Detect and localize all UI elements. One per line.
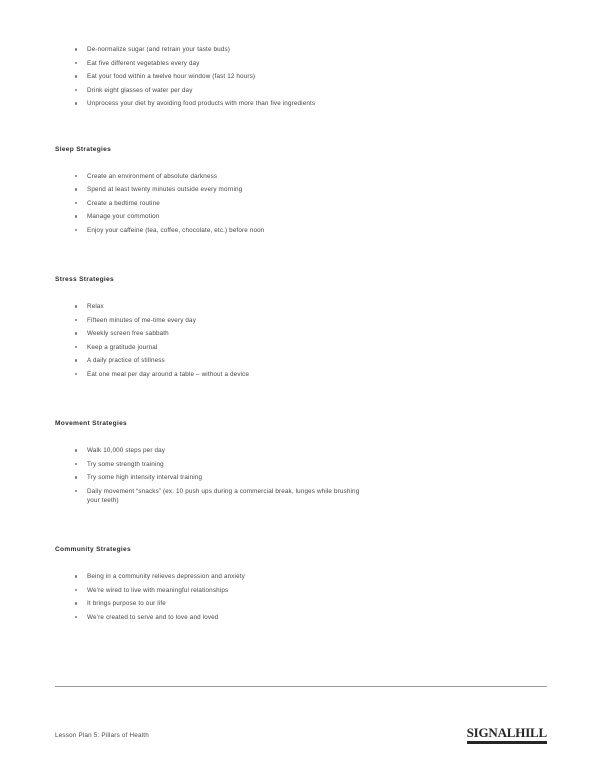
list-item-text: Daily movement “snacks” (ex. 10 push ups during a commercial break, lunges while brushing xyxy=(87,487,360,495)
section-community-strategies xyxy=(55,546,547,622)
list-item xyxy=(55,185,547,194)
page-footer xyxy=(55,726,547,750)
logo-underline xyxy=(467,741,547,744)
list-item xyxy=(55,99,547,108)
footer-lesson-label: Lesson Plan 5: Pillars of Health xyxy=(55,732,149,739)
list-item xyxy=(55,370,547,379)
list-item xyxy=(55,572,547,581)
list-item-text: Create a bedtime routine xyxy=(87,199,160,207)
list-item-text: Relax xyxy=(87,303,104,310)
list-item-text: Being in a community relieves depression and anxiety xyxy=(87,573,245,580)
section-heading: Sleep Strategies xyxy=(55,145,112,153)
footer-divider xyxy=(55,686,547,687)
list-item-text: Eat one meal per day around a table – without a device xyxy=(87,370,250,378)
list-item xyxy=(55,226,547,235)
list-item-text: It brings purpose to our life xyxy=(87,600,166,607)
list-item-text: A daily practice of stillness xyxy=(87,357,165,364)
list-item xyxy=(55,316,547,325)
list-item xyxy=(55,586,547,595)
list-item-text: We’re created to serve and to love and loved xyxy=(87,613,219,621)
list-item xyxy=(55,329,547,338)
list-item xyxy=(55,446,547,455)
section-bullet-list xyxy=(55,302,547,379)
list-item-text: Keep a gratitude journal xyxy=(87,343,158,351)
list-item xyxy=(55,356,547,365)
section-bullet-list xyxy=(55,446,547,505)
list-item-text-continued: your teeth) xyxy=(87,496,119,504)
list-item xyxy=(55,199,547,208)
top-bullet-list xyxy=(55,45,547,108)
logo-word-signal: SIGNAL xyxy=(466,725,516,740)
list-item xyxy=(55,613,547,622)
list-item-text: Unprocess your diet by avoiding food products with more than five ingredients xyxy=(87,100,316,107)
list-item xyxy=(55,487,547,505)
logo-wordmark xyxy=(467,726,547,740)
list-item-text: Drink eight glasses of water per day xyxy=(87,86,193,94)
list-item xyxy=(55,343,547,352)
list-item-text: Try some high intensity interval training xyxy=(87,474,203,481)
section-sleep-strategies xyxy=(55,146,547,235)
list-item-text: Spend at least twenty minutes outside every morning xyxy=(87,186,243,193)
list-item-text: We’re wired to live with meaningful relationships xyxy=(87,586,229,594)
list-item-text: Enjoy your caffeine (tea, coffee, chocolate, etc.) before noon xyxy=(87,226,265,234)
section-heading: Movement Strategies xyxy=(55,420,128,427)
list-item xyxy=(55,86,547,95)
section-bullet-list xyxy=(55,172,547,235)
list-item xyxy=(55,59,547,68)
list-item-text: De-normalize sugar (and retrain your taste buds) xyxy=(87,46,230,53)
list-item-text: Create an environment of absolute darkness xyxy=(87,172,218,180)
section-bullet-list xyxy=(55,572,547,622)
section-stress-strategies xyxy=(55,276,547,379)
list-item-text: Weekly screen free sabbath xyxy=(87,330,169,337)
list-item xyxy=(55,599,547,608)
section-heading: Community Strategies xyxy=(55,546,131,553)
list-item xyxy=(55,45,547,54)
list-item-text: Try some strength training xyxy=(87,460,164,468)
list-item-text: Manage your commotion xyxy=(87,213,160,220)
list-item-text: Eat your food within a twelve hour window (fast 12 hours) xyxy=(87,73,256,80)
list-item-text: Walk 10,000 steps per day xyxy=(87,447,166,454)
signal-hill-logo xyxy=(467,726,547,744)
list-item xyxy=(55,212,547,221)
section-heading: Stress Strategies xyxy=(55,276,114,283)
list-item-text: Fifteen minutes of me-time every day xyxy=(87,316,196,324)
section-movement-strategies xyxy=(55,420,547,505)
list-item xyxy=(55,473,547,482)
list-item xyxy=(55,72,547,81)
list-item-text: Eat five different vegetables every day xyxy=(87,59,200,67)
list-item xyxy=(55,172,547,181)
logo-word-hill: HILL xyxy=(515,725,547,740)
document-content xyxy=(55,45,547,626)
list-item xyxy=(55,460,547,469)
list-item xyxy=(55,302,547,311)
